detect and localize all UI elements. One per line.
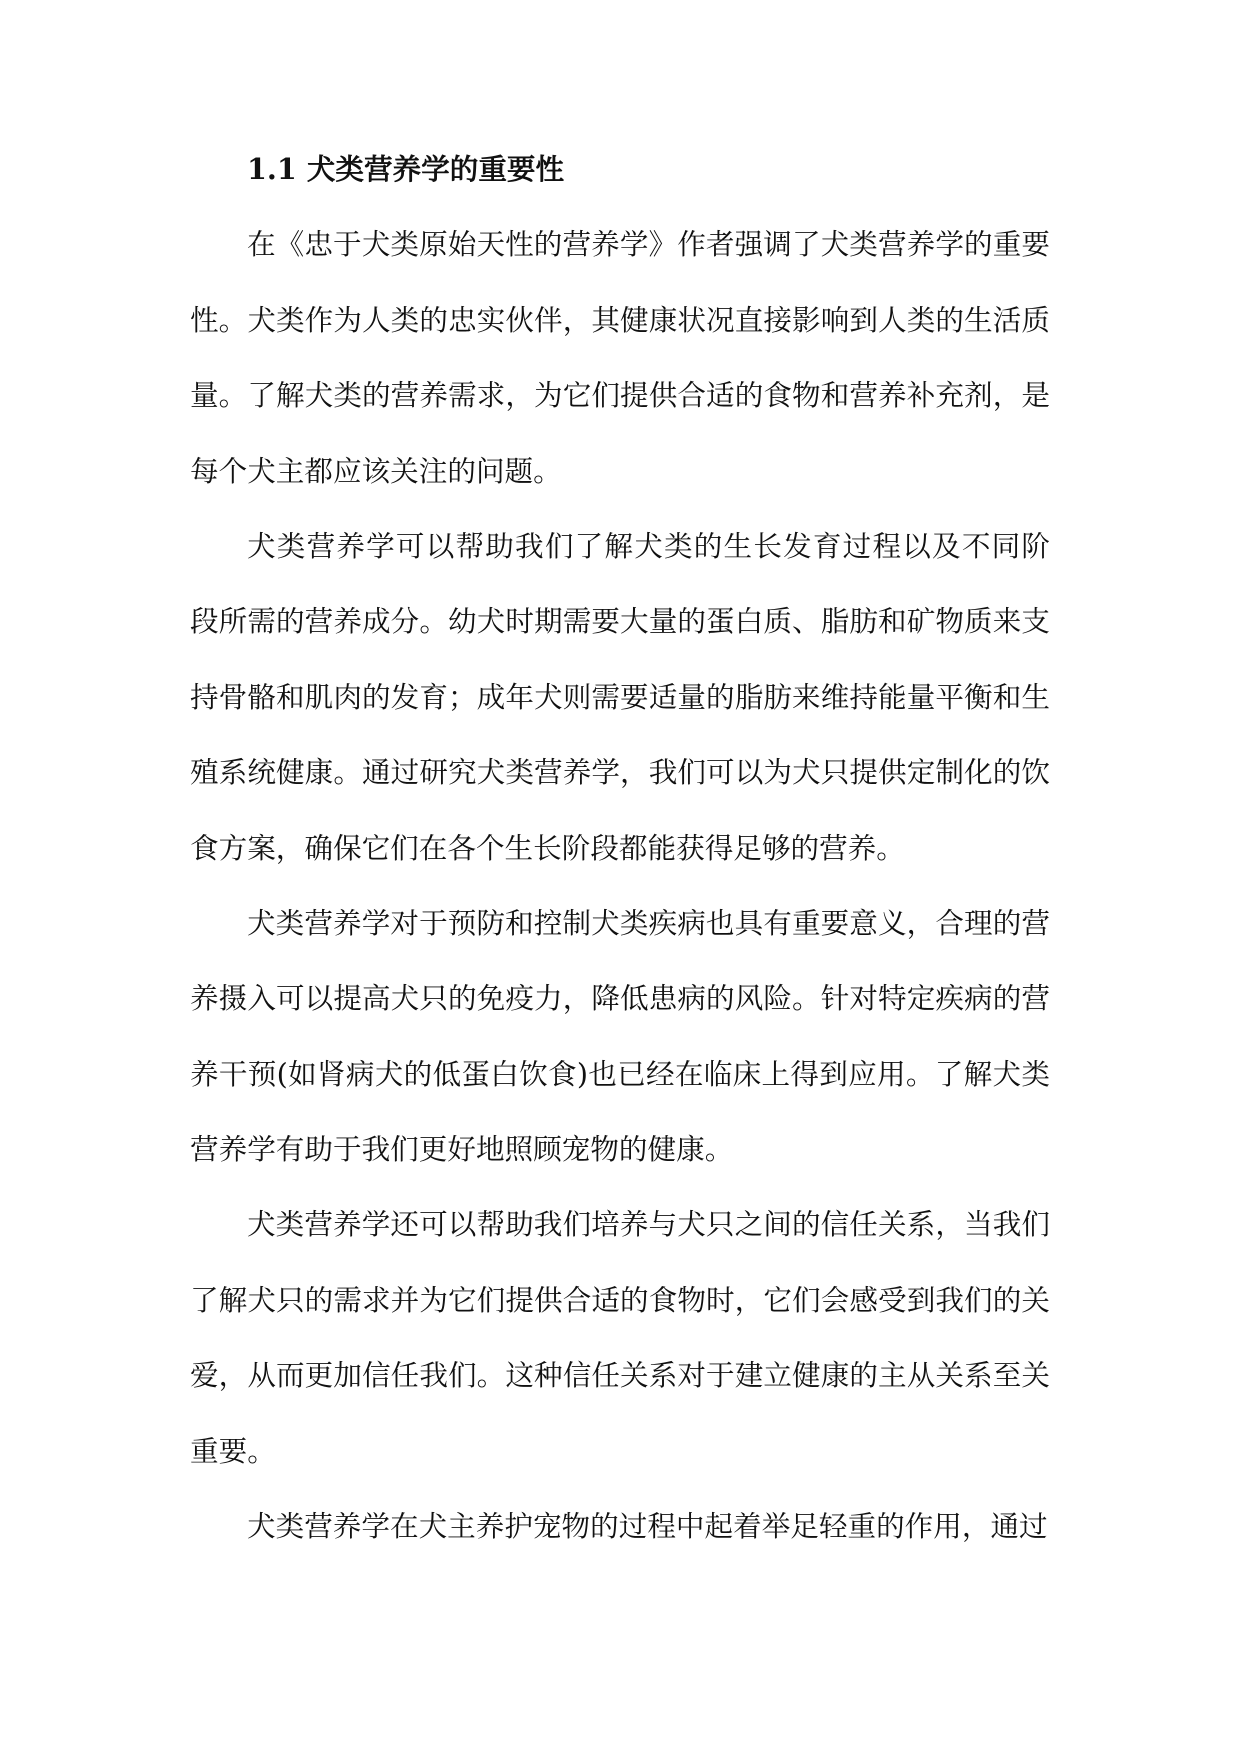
paragraph <box>190 509 1050 886</box>
section-title: 犬类营养学的重要性 <box>306 152 565 186</box>
paragraph-line: 犬类营养学对于预防和控制犬类疾病也具有重要意义，合理的营 <box>247 905 1050 940</box>
paragraph-line: 犬类营养学可以帮助我们了解犬类的生长发育过程以及不同阶 <box>247 528 1050 563</box>
paragraph <box>190 886 1050 1188</box>
paragraph-line: 每个犬主都应该关注的问题。 <box>190 453 562 488</box>
paragraph-line: 段所需的营养成分。幼犬时期需要大量的蛋白质、脂肪和矿物质来支 <box>190 604 1050 639</box>
paragraph-line: 了解犬只的需求并为它们提供合适的食物时，它们会感受到我们的关 <box>190 1282 1050 1317</box>
paragraph-line: 营养学有助于我们更好地照顾宠物的健康。 <box>190 1132 734 1167</box>
paragraph-line: 食方案，确保它们在各个生长阶段都能获得足够的营养。 <box>190 830 905 865</box>
paragraph <box>190 1187 1050 1489</box>
paragraph-line: 量。了解犬类的营养需求，为它们提供合适的食物和营养补充剂，是 <box>190 378 1050 413</box>
paragraph-line: 养干预(如肾病犬的低蛋白饮食)也已经在临床上得到应用。了解犬类 <box>190 1056 1050 1091</box>
section-heading <box>190 132 1050 207</box>
paragraph-line: 在《忠于犬类原始天性的营养学》作者强调了犬类营养学的重要 <box>247 227 1050 262</box>
paragraph-line: 持骨骼和肌肉的发育；成年犬则需要适量的脂肪来维持能量平衡和生 <box>190 679 1050 714</box>
paragraph-line: 犬类营养学在犬主养护宠物的过程中起着举足轻重的作用，通过 <box>247 1509 1048 1544</box>
paragraph-line: 殖系统健康。通过研究犬类营养学，我们可以为犬只提供定制化的饮 <box>190 755 1050 790</box>
paragraph-line: 犬类营养学还可以帮助我们培养与犬只之间的信任关系，当我们 <box>247 1207 1050 1242</box>
section-number: 1.1 <box>247 152 297 186</box>
paragraph-line: 养摄入可以提高犬只的免疫力，降低患病的风险。针对特定疾病的营 <box>190 981 1050 1016</box>
paragraph <box>190 1489 1050 1564</box>
paragraph <box>190 207 1050 509</box>
paragraph-line: 重要。 <box>190 1433 276 1468</box>
paragraph-line: 爱，从而更加信任我们。这种信任关系对于建立健康的主从关系至关 <box>190 1358 1050 1393</box>
paragraph-line: 性。犬类作为人类的忠实伙伴，其健康状况直接影响到人类的生活质 <box>190 302 1050 337</box>
document-body <box>190 132 1050 1564</box>
